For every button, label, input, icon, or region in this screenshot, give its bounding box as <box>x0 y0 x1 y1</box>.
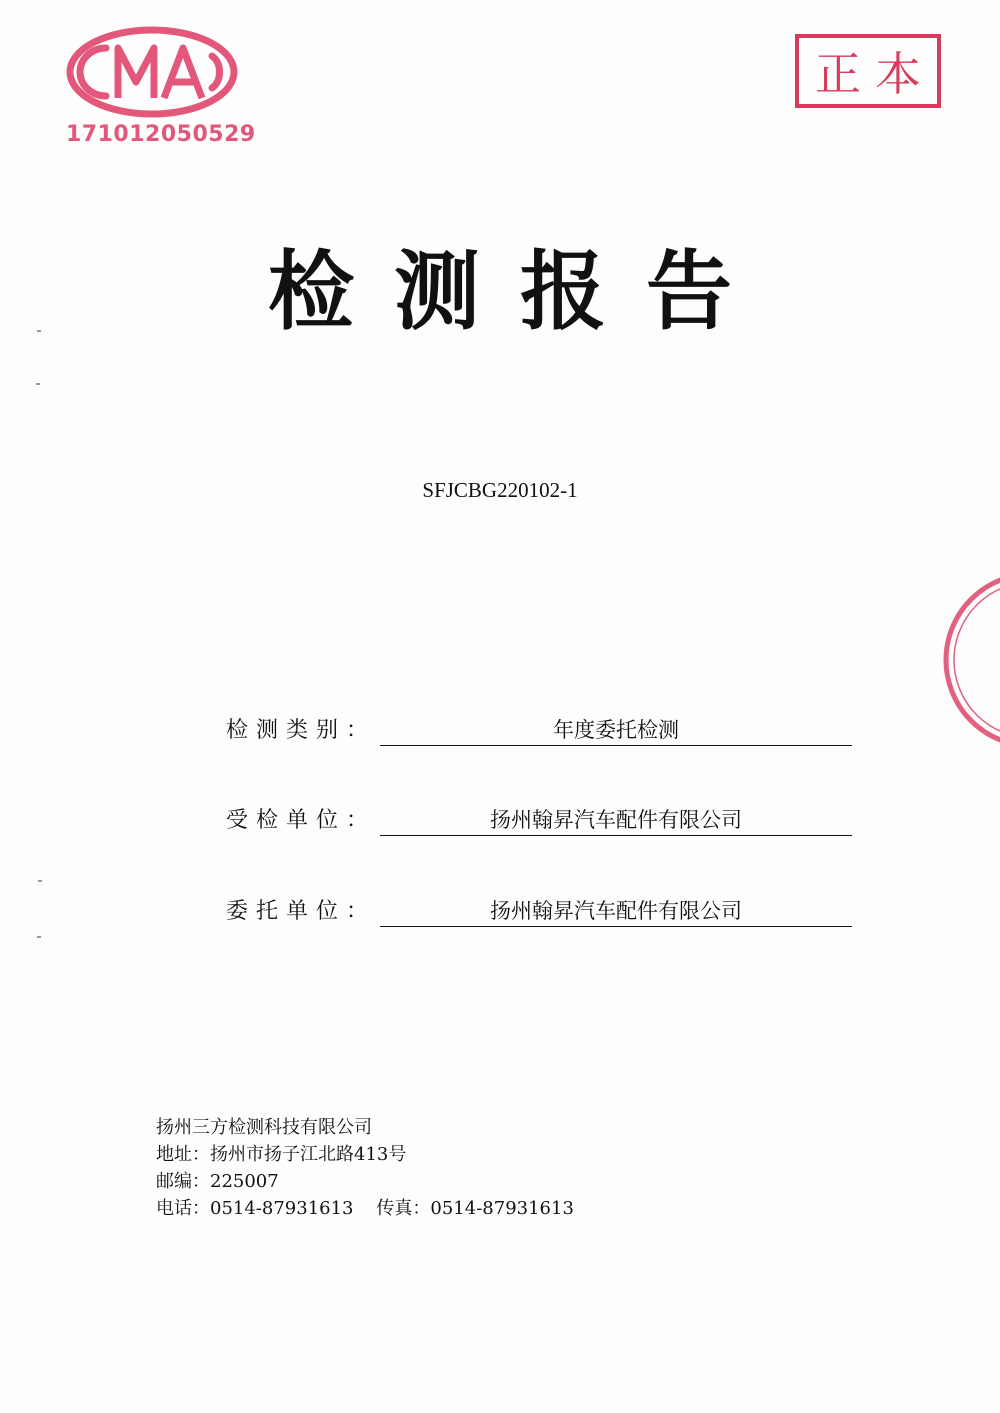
field-label: 检测类别： <box>226 718 377 743</box>
scan-speck <box>36 383 40 385</box>
issuer-contact-block <box>156 1114 574 1222</box>
cma-certification-logo <box>66 26 238 118</box>
issuer-postcode: 邮编：225007 <box>156 1171 279 1192</box>
original-copy-stamp <box>795 34 941 108</box>
field-test-category <box>226 706 852 746</box>
issuer-company: 扬州三方检测科技有限公司 <box>156 1117 372 1138</box>
field-label: 委托单位： <box>226 899 377 924</box>
scan-speck <box>37 330 41 332</box>
company-seal <box>940 560 1000 760</box>
field-label: 受检单位： <box>226 808 377 833</box>
scan-speck <box>37 936 41 938</box>
field-value: 扬州翰昇汽车配件有限公司 <box>380 806 852 836</box>
field-value: 扬州翰昇汽车配件有限公司 <box>380 897 852 927</box>
issuer-address: 地址：扬州市扬子江北路413号 <box>156 1144 407 1165</box>
stamp-text: 正本 <box>815 47 935 101</box>
report-number: SFJCBG220102-1 <box>422 478 578 502</box>
cma-certificate-number: 171012050529 <box>66 122 256 147</box>
issuer-phone-fax: 电话：0514-87931613 传真：0514-87931613 <box>156 1198 574 1219</box>
field-inspected-unit <box>226 796 852 836</box>
field-client-unit <box>226 887 852 927</box>
field-value: 年度委托检测 <box>380 716 852 746</box>
report-title: 检测报告 <box>268 241 772 342</box>
scan-speck <box>38 880 42 882</box>
